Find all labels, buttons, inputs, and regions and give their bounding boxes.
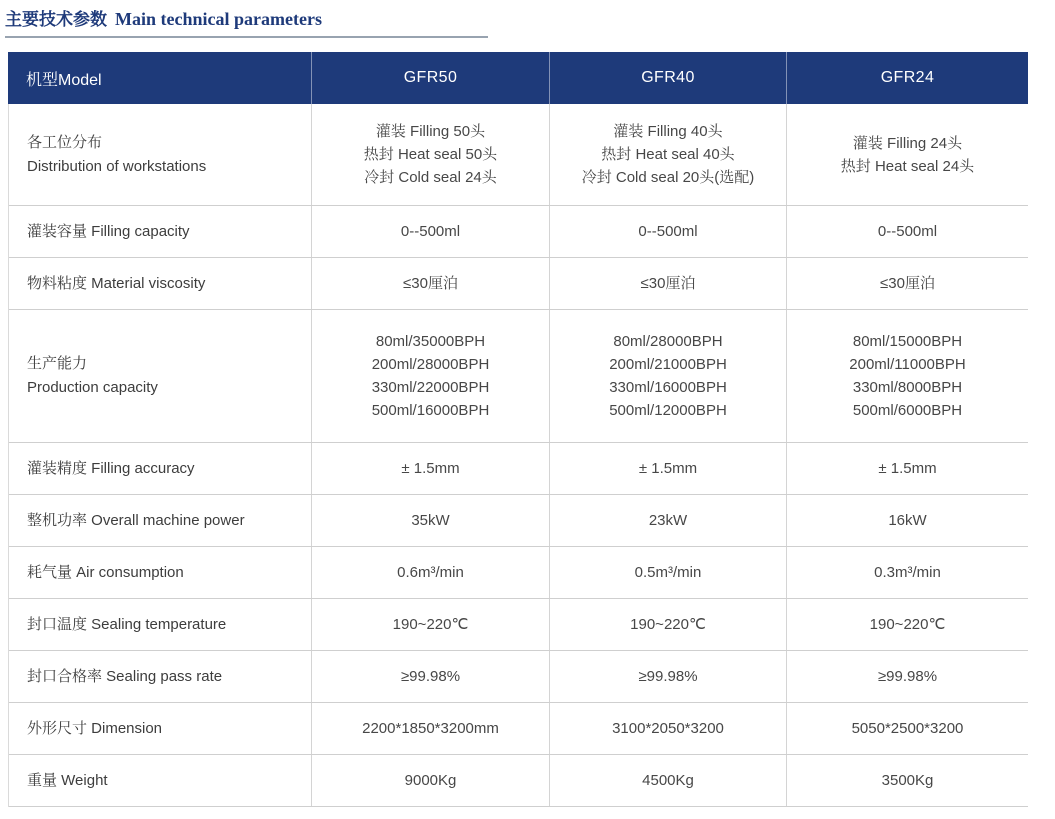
row-value-gfr50: 9000Kg [311, 755, 549, 806]
row-value-gfr24: 80ml/15000BPH 200ml/11000BPH 330ml/8000BPH 500ml/6000BPH [786, 310, 1028, 442]
row-label: 生产能力 Production capacity [27, 355, 158, 396]
page-title-block [5, 5, 488, 38]
row-label: 灌装精度 Filling accuracy [27, 459, 195, 477]
table-row [9, 104, 1028, 206]
row-value-gfr24: 16kW [786, 495, 1028, 546]
table-row [9, 651, 1028, 703]
page-title-en: Main technical parameters [115, 9, 322, 29]
row-value-gfr40: 23kW [549, 495, 786, 546]
row-value-gfr24: ≤30厘泊 [786, 258, 1028, 309]
row-value-gfr50: 灌装 Filling 50头 热封 Heat seal 50头 冷封 Cold seal 24头 [311, 104, 549, 205]
header-col-gfr50: GFR50 [311, 52, 549, 104]
row-value-gfr50: 80ml/35000BPH 200ml/28000BPH 330ml/22000BPH 500ml/16000BPH [311, 310, 549, 442]
table-row [9, 599, 1028, 651]
row-value-gfr24: ± 1.5mm [786, 443, 1028, 494]
row-value-gfr50: 35kW [311, 495, 549, 546]
row-label: 外形尺寸 Dimension [27, 719, 163, 737]
row-value-gfr50: 190~220℃ [311, 599, 549, 650]
row-value-gfr40: 80ml/28000BPH 200ml/21000BPH 330ml/16000BPH 500ml/12000BPH [549, 310, 786, 442]
row-value-gfr50: 2200*1850*3200mm [311, 703, 549, 754]
row-label: 重量 Weight [27, 771, 108, 789]
row-value-gfr40: 灌装 Filling 40头 热封 Heat seal 40头 冷封 Cold seal 20头(选配) [549, 104, 786, 205]
page-title-zh: 主要技术参数 [5, 10, 107, 29]
page-title [5, 5, 488, 30]
row-value-gfr40: 3100*2050*3200 [549, 703, 786, 754]
row-label: 封口温度 Sealing temperature [27, 615, 227, 633]
header-col-gfr40: GFR40 [549, 52, 786, 104]
table-row [9, 755, 1028, 807]
row-value-gfr24: 0.3m³/min [786, 547, 1028, 598]
row-value-gfr40: ≥99.98% [549, 651, 786, 702]
header-col-gfr24: GFR24 [786, 52, 1028, 104]
row-value-gfr40: ≤30厘泊 [549, 258, 786, 309]
row-value-gfr24: 5050*2500*3200 [786, 703, 1028, 754]
row-value-gfr50: ± 1.5mm [311, 443, 549, 494]
table-row [9, 703, 1028, 755]
table-row [9, 258, 1028, 310]
row-label: 耗气量 Air consumption [27, 563, 184, 581]
row-value-gfr50: 0--500ml [311, 206, 549, 257]
row-label: 灌装容量 Filling capacity [27, 222, 190, 240]
title-underline [5, 36, 488, 38]
table-row [9, 310, 1028, 443]
row-value-gfr50: 0.6m³/min [311, 547, 549, 598]
row-label: 物料粘度 Material viscosity [27, 274, 206, 292]
table-row [9, 443, 1028, 495]
row-label: 封口合格率 Sealing pass rate [27, 667, 223, 685]
table-row [9, 206, 1028, 258]
row-value-gfr50: ≥99.98% [311, 651, 549, 702]
row-value-gfr24: 190~220℃ [786, 599, 1028, 650]
row-value-gfr24: 3500Kg [786, 755, 1028, 806]
row-value-gfr40: 0.5m³/min [549, 547, 786, 598]
table-header-row [8, 52, 1028, 104]
row-value-gfr24: ≥99.98% [786, 651, 1028, 702]
row-label: 各工位分布 Distribution of workstations [27, 133, 207, 175]
header-model-cell: 机型Model [26, 71, 102, 89]
row-value-gfr24: 灌装 Filling 24头 热封 Heat seal 24头 [786, 104, 1028, 205]
row-value-gfr40: 4500Kg [549, 755, 786, 806]
row-value-gfr40: 0--500ml [549, 206, 786, 257]
table-row [9, 547, 1028, 599]
table-body [8, 104, 1028, 807]
row-value-gfr24: 0--500ml [786, 206, 1028, 257]
table-row [9, 495, 1028, 547]
row-value-gfr40: ± 1.5mm [549, 443, 786, 494]
row-value-gfr40: 190~220℃ [549, 599, 786, 650]
spec-table [8, 52, 1028, 807]
row-value-gfr50: ≤30厘泊 [311, 258, 549, 309]
row-label: 整机功率 Overall machine power [27, 511, 245, 529]
